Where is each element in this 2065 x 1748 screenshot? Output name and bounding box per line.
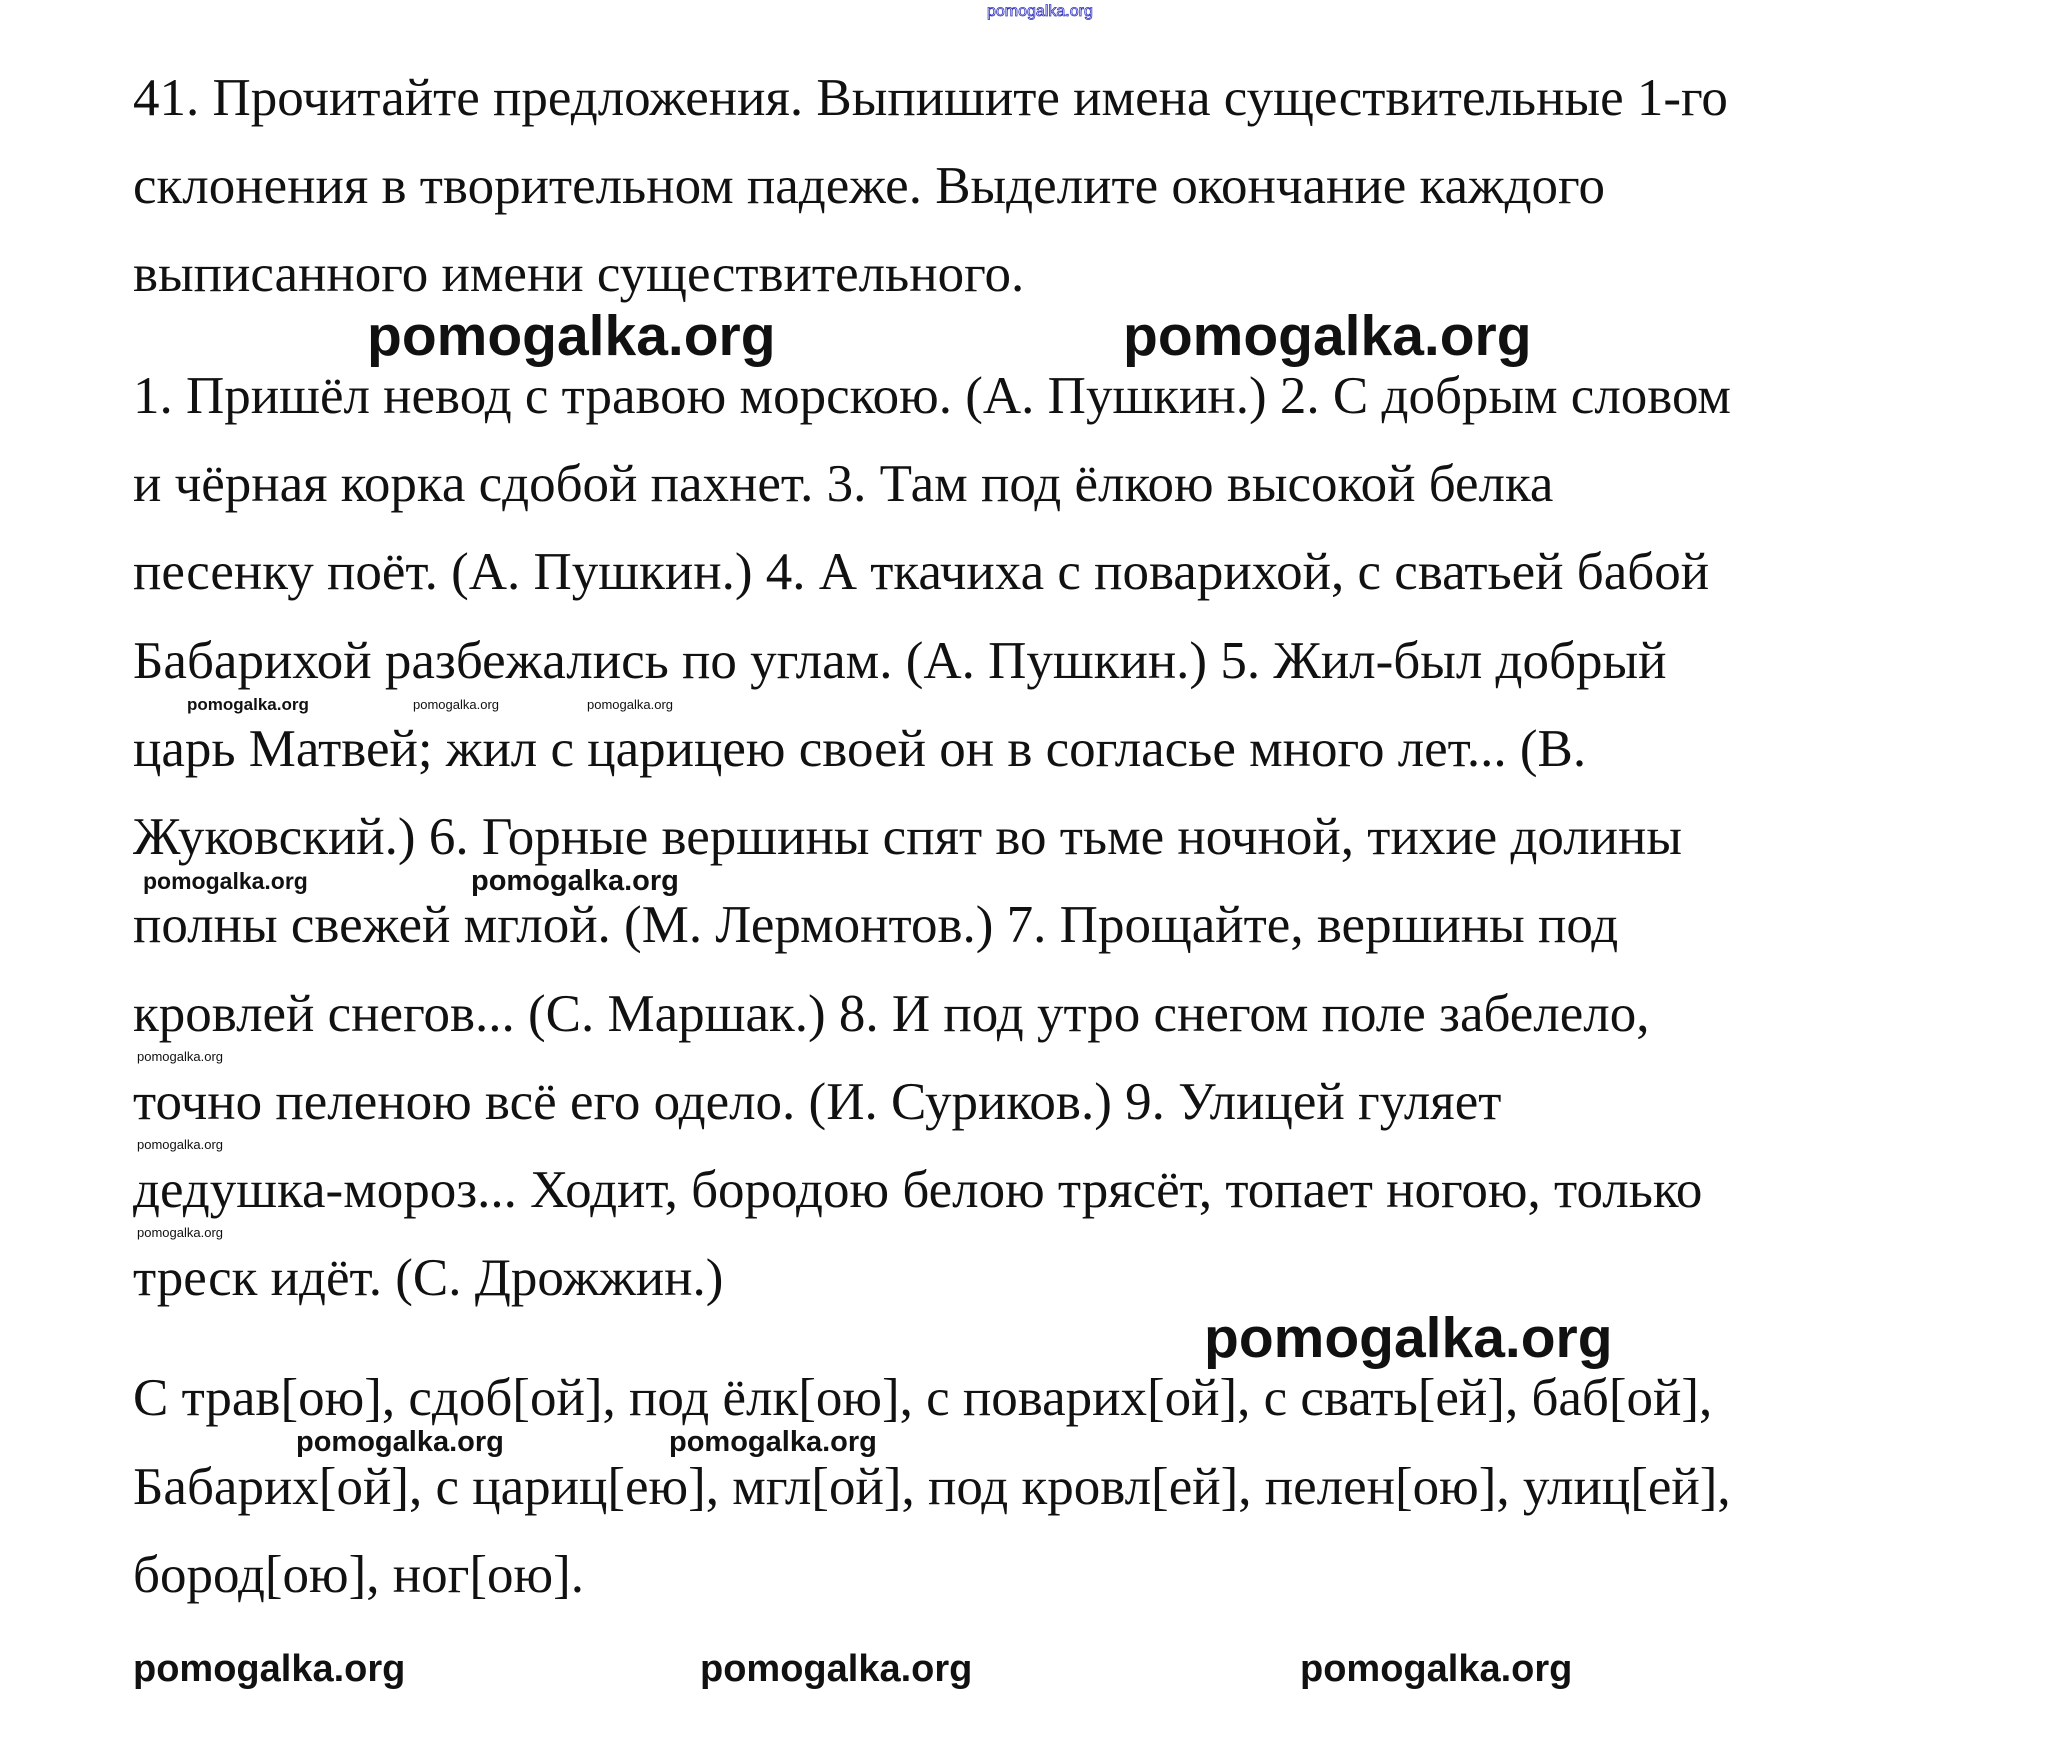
answer-line: Бабарих[ой], с цариц[ею], мгл[ой], под кровл[ей], пелен[ою], улиц[ей], <box>133 1458 1731 1516</box>
text-line: песенку поёт. (А. Пушкин.) 4. А ткачиха с поварихой, с сватьей бабой <box>133 543 1710 601</box>
watermark: pomogalka.org <box>367 304 776 368</box>
answer-line: С трав[ою], сдоб[ой], под ёлк[ою], с поварих[ой], с свать[ей], баб[ой], <box>133 1369 1713 1427</box>
watermark: pomogalka.org <box>137 1225 223 1240</box>
text-line: кровлей снегов... (С. Маршак.) 8. И под утро снегом поле забелело, <box>133 985 1650 1043</box>
text-line: дедушка-мороз... Ходит, бородою белою трясёт, топает ногою, только <box>133 1161 1703 1219</box>
watermark: pomogalka.org <box>413 697 499 712</box>
text-line: треск идёт. (С. Дрожжин.) <box>133 1249 724 1307</box>
text-line: царь Матвей; жил с царицею своей он в согласье много лет... (В. <box>133 720 1587 778</box>
task-line: 41. Прочитайте предложения. Выпишите имена существительные 1-го <box>133 69 1728 127</box>
task-line: выписанного имени существительного. <box>133 245 1025 303</box>
watermark: pomogalka.org <box>1204 1306 1613 1370</box>
task-line: склонения в творительном падеже. Выделите окончание каждого <box>133 157 1605 215</box>
watermark: pomogalka.org <box>133 1648 406 1690</box>
watermark: pomogalka.org <box>187 695 309 714</box>
watermark: pomogalka.org <box>471 865 679 897</box>
watermark: pomogalka.org <box>296 1426 504 1458</box>
text-line: полны свежей мглой. (М. Лермонтов.) 7. Прощайте, вершины под <box>133 896 1619 954</box>
text-line: 1. Пришёл невод с травою морскою. (А. Пушкин.) 2. С добрым словом <box>133 367 1731 425</box>
text-line: точно пеленою всё его одело. (И. Суриков.) 9. Улицей гуляет <box>133 1073 1502 1131</box>
text-line: Жуковский.) 6. Горные вершины спят во тьме ночной, тихие долины <box>133 808 1683 866</box>
text-line: Бабарихой разбежались по углам. (А. Пушкин.) 5. Жил-был добрый <box>133 632 1667 690</box>
top-watermark: pomogalka.org <box>987 3 1093 20</box>
watermark: pomogalka.org <box>137 1137 223 1152</box>
watermark: pomogalka.org <box>1123 304 1532 368</box>
answer-line: бород[ою], ног[ою]. <box>133 1546 585 1604</box>
watermark: pomogalka.org <box>143 868 308 894</box>
watermark: pomogalka.org <box>669 1426 877 1458</box>
watermark: pomogalka.org <box>137 1049 223 1064</box>
watermark: pomogalka.org <box>1300 1648 1573 1690</box>
watermark: pomogalka.org <box>587 697 673 712</box>
text-line: и чёрная корка сдобой пахнет. 3. Там под ёлкою высокой белка <box>133 455 1554 513</box>
watermark: pomogalka.org <box>700 1648 973 1690</box>
